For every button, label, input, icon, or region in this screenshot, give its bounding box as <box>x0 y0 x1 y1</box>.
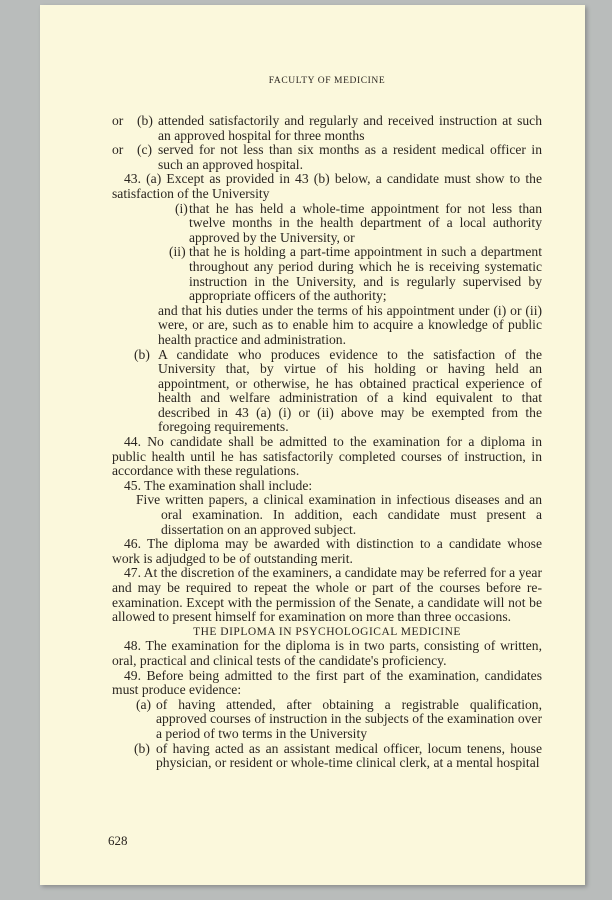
clause-text: that he is holding a part-time appointment in such a department throughout any period during which he is receiving systematic instruction in the University, and is regularly supervised by appropriate officers of the authority; <box>189 244 542 304</box>
clause-49b <box>112 742 542 771</box>
page-number: 628 <box>108 833 128 848</box>
paragraph-45: 45. The examination shall include: <box>124 477 313 493</box>
or-label: or <box>112 113 124 128</box>
paragraph-48: 48. The examination for the diploma is in two parts, consisting of written, oral, practical and clinical tests of the candidate's proficiency. <box>112 638 542 668</box>
clause-text: that he has held a whole-time appointment for not less than twelve months in the health department of a local authority approved by the University, or <box>189 200 542 245</box>
clause-42-b <box>112 114 542 143</box>
running-head: FACULTY OF MEDICINE <box>268 76 386 86</box>
paragraph-49: 49. Before being admitted to the first part of the examination, candidates must produce evidence: <box>112 667 542 698</box>
clause-42-c <box>112 143 542 172</box>
clause-label: (b) <box>137 113 153 128</box>
clause-label: (a) <box>136 696 152 712</box>
clause-label: (b) <box>134 740 150 756</box>
clause-text: of having acted as an assistant medical officer, locum tenens, house physician, or resident or whole-time clinical clerk, at a mental hospital <box>156 740 542 771</box>
clause-text: of having attended, after obtaining a registrable qualification, approved courses of instruction in the subjects of the examination over a period of two terms in the University <box>156 696 542 741</box>
section-heading: THE DIPLOMA IN PSYCHOLOGICAL MEDICINE <box>193 625 461 638</box>
paragraph-47: 47. At the discretion of the examiners, a candidate may be referred for a year and may be required to repeat the whole or part of the courses before re-examination. Except with the permission of the Senate, a candidate will not be allowed to present himself for examination on more than three occasions. <box>112 565 542 625</box>
clause-43b <box>112 348 542 436</box>
clause-text: A candidate who produces evidence to the satisfaction of the University that, by virtue of his holding or having held an appointment, or otherwise, he has obtained practical experience of health and welfare administration of a kind equivalent to that described in 43 (a) (i) or (ii) above may be exempted from the foregoing requirements. <box>158 346 542 435</box>
paragraph-46: 46. The diploma may be awarded with distinction to a candidate whose work is adjudged to be of outstanding merit. <box>112 536 542 566</box>
clause-43a-ii <box>112 245 542 303</box>
clause-49a <box>112 698 542 742</box>
clause-label: (i) <box>175 200 188 216</box>
clause-label: (ii) <box>169 244 186 260</box>
or-label: or <box>112 142 124 158</box>
paragraph-44: 44. No candidate shall be admitted to the examination for a diploma in public health until he has satisfactorily completed courses of instruction, in accordance with these regulations. <box>112 434 542 479</box>
clause-43a-i <box>112 202 542 246</box>
clause-text: attended satisfactorily and regularly and received instruction at such an approved hospital for three months <box>158 113 542 143</box>
paragraph-43a-conclusion: and that his duties under the terms of his appointment under (i) or (ii) were, or are, such as to enable him to acquire a knowledge of public health practice and administration. <box>158 302 542 347</box>
clause-label: (c) <box>137 142 153 158</box>
paragraph-43a: 43. (a) Except as provided in 43 (b) below, a candidate must show to the satisfaction of the University <box>112 171 542 201</box>
clause-label: (b) <box>134 346 150 362</box>
body-text <box>112 114 542 771</box>
clause-text: served for not less than six months as a resident medical officer in such an approved hospital. <box>158 142 542 172</box>
paragraph-45-text: Five written papers, a clinical examination in infectious diseases and an oral examination. In addition, each candidate must present a dissertation on an approved subject. <box>136 492 542 537</box>
